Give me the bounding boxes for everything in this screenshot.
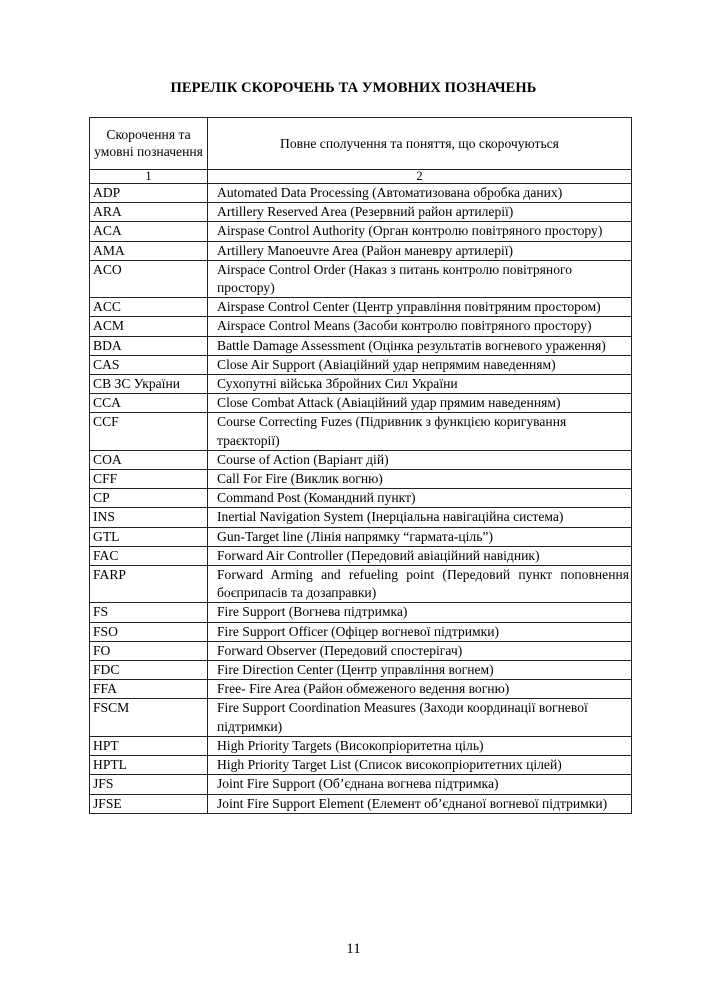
abbreviation-cell: CAS (90, 355, 208, 374)
table-row (90, 508, 632, 527)
table-row (90, 298, 632, 317)
abbreviation-cell: FFA (90, 680, 208, 699)
table-row (90, 413, 632, 450)
full-term-cell: Airspace Control Order (Наказ з питань контролю повітряного простору) (208, 260, 632, 297)
table-row (90, 470, 632, 489)
abbreviation-cell: ADP (90, 184, 208, 203)
abbreviation-cell: ACO (90, 260, 208, 297)
column-number-2: 2 (208, 170, 632, 184)
column-number-1: 1 (90, 170, 208, 184)
abbreviation-cell: ACA (90, 222, 208, 241)
full-term-cell: Сухопутні війська Збройних Сил України (208, 375, 632, 394)
abbreviation-cell: ARA (90, 203, 208, 222)
column-header-full-term: Повне сполучення та поняття, що скорочуються (208, 118, 632, 170)
table-row (90, 680, 632, 699)
full-term-cell: Free- Fire Area (Район обмеженого ведення вогню) (208, 680, 632, 699)
abbreviation-cell: ACM (90, 317, 208, 336)
table-row (90, 794, 632, 813)
abbreviation-cell: FSCM (90, 699, 208, 736)
full-term-cell: Course of Action (Варіант дій) (208, 450, 632, 469)
full-term-cell: Joint Fire Support Element (Елемент об’єднаної вогневої підтримки) (208, 794, 632, 813)
full-term-cell: Inertial Navigation System (Інерціальна навігаційна система) (208, 508, 632, 527)
abbreviation-cell: BDA (90, 336, 208, 355)
table-row (90, 489, 632, 508)
abbreviation-cell: ACC (90, 298, 208, 317)
table-row (90, 736, 632, 755)
abbreviation-cell: COA (90, 450, 208, 469)
full-term-cell: Forward Air Controller (Передовий авіаційний навідник) (208, 546, 632, 565)
full-term-cell: Fire Support Officer (Офіцер вогневої підтримки) (208, 622, 632, 641)
full-term-cell: Automated Data Processing (Автоматизована обробка даних) (208, 184, 632, 203)
table-row (90, 241, 632, 260)
table-row (90, 222, 632, 241)
table-row (90, 661, 632, 680)
column-number-row (90, 170, 632, 184)
abbreviation-cell: INS (90, 508, 208, 527)
full-term-cell: Airspase Control Authority (Орган контролю повітряного простору) (208, 222, 632, 241)
full-term-cell: Close Air Support (Авіаційний удар непрямим наведенням) (208, 355, 632, 374)
table-row (90, 260, 632, 297)
abbreviation-cell: FSO (90, 622, 208, 641)
full-term-cell: Course Correcting Fuzes (Підривник з функцією коригування траєкторії) (208, 413, 632, 450)
table-row (90, 699, 632, 736)
abbreviation-cell: HPT (90, 736, 208, 755)
full-term-cell: Command Post (Командний пункт) (208, 489, 632, 508)
full-term-cell: Airspase Control Center (Центр управління повітряним простором) (208, 298, 632, 317)
full-term-cell: Close Combat Attack (Авіаційний удар прямим наведенням) (208, 394, 632, 413)
abbreviation-cell: FS (90, 603, 208, 622)
page-number: 11 (346, 941, 361, 957)
abbreviation-cell: JFS (90, 775, 208, 794)
abbreviation-cell: FO (90, 641, 208, 660)
table-row (90, 775, 632, 794)
abbreviation-cell: FAC (90, 546, 208, 565)
table-row (90, 603, 632, 622)
abbreviation-cell: HPTL (90, 756, 208, 775)
abbreviation-cell: CFF (90, 470, 208, 489)
table-row (90, 184, 632, 203)
abbreviation-cell: CCA (90, 394, 208, 413)
full-term-cell: Call For Fire (Виклик вогню) (208, 470, 632, 489)
full-term-cell: High Priority Target List (Список високопріоритетних цілей) (208, 756, 632, 775)
full-term-cell: High Priority Targets (Високопріоритетна ціль) (208, 736, 632, 755)
table-header-row (90, 118, 632, 170)
table-row (90, 355, 632, 374)
full-term-cell: Gun-Target line (Лінія напрямку “гармата-ціль”) (208, 527, 632, 546)
full-term-cell: Artillery Reserved Area (Резервний район артилерії) (208, 203, 632, 222)
abbreviation-cell: GTL (90, 527, 208, 546)
abbreviation-cell: FARP (90, 566, 208, 603)
full-term-cell: Battle Damage Assessment (Оцінка результатів вогневого ураження) (208, 336, 632, 355)
abbreviation-cell: CCF (90, 413, 208, 450)
page-title: ПЕРЕЛІК СКОРОЧЕНЬ ТА УМОВНИХ ПОЗНАЧЕНЬ (170, 80, 537, 96)
full-term-cell: Fire Direction Center (Центр управління вогнем) (208, 661, 632, 680)
table-row (90, 317, 632, 336)
table-row (90, 756, 632, 775)
full-term-cell: Joint Fire Support (Об’єднана вогнева підтримка) (208, 775, 632, 794)
table-row (90, 546, 632, 565)
full-term-cell: Airspace Control Means (Засоби контролю повітряного простору) (208, 317, 632, 336)
full-term-cell: Fire Support Coordination Measures (Заходи координації вогневої підтримки) (208, 699, 632, 736)
table-row (90, 394, 632, 413)
full-term-cell: Forward Arming and refueling point (Передовий пункт поповнення боєприпасів та дозаправки) (208, 566, 632, 603)
table-row (90, 336, 632, 355)
abbreviation-cell: FDC (90, 661, 208, 680)
table-row (90, 203, 632, 222)
abbreviation-cell: JFSE (90, 794, 208, 813)
table-row (90, 450, 632, 469)
abbreviation-cell: AMA (90, 241, 208, 260)
abbreviations-table (89, 117, 632, 814)
table-row (90, 375, 632, 394)
table-row (90, 641, 632, 660)
full-term-cell: Fire Support (Вогнева підтримка) (208, 603, 632, 622)
full-term-cell: Forward Observer (Передовий спостерігач) (208, 641, 632, 660)
abbreviation-cell: СВ ЗС України (90, 375, 208, 394)
table-row (90, 622, 632, 641)
table-row (90, 566, 632, 603)
column-header-abbreviation: Скорочення та умовні позначення (90, 118, 208, 170)
table-row (90, 527, 632, 546)
abbreviation-cell: CP (90, 489, 208, 508)
full-term-cell: Artillery Manoeuvre Area (Район маневру артилерії) (208, 241, 632, 260)
